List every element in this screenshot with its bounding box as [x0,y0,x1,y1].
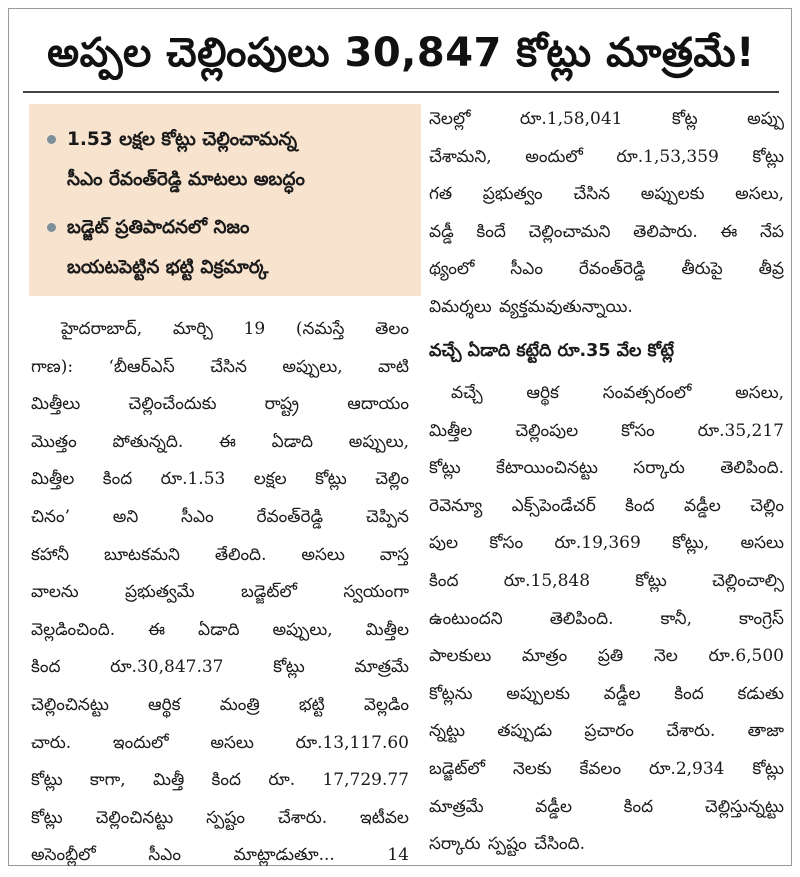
highlight-line: బడ్జెట్ ప్రతిపాదనలో నిజం [67,217,250,238]
text-line: వడ్డీ కిందే చెల్లించామని తెలిపారు. ఈ నేప [429,221,784,242]
highlight-item [47,208,411,288]
headline-rule [23,91,779,93]
text-line: మిత్తీల చెల్లింపుల కోసం రూ.35,217 [429,420,784,441]
text-line: సర్కారు స్పష్టం చేసింది. [429,834,586,855]
text-line: పుల కోసం రూ.19,369 కోట్లు, అసలు [429,533,784,554]
article-right-column-bottom [429,375,784,864]
text-line: చినం’ అని సీఎం రేవంత్‌రెడ్డి చెప్పిన [31,506,409,527]
highlight-line: సీఎం రేవంత్‌రెడ్డి మాటలు అబద్ధం [67,169,305,190]
text-line: వాలను ప్రభుత్వమే బడ్జెట్‌లో స్వయంగా [31,582,409,603]
text-line: కోట్లు చెల్లించినట్టు స్పష్టం చేశారు. ఇటీవల [31,807,409,828]
text-line: వచ్చే ఆర్థిక సంవత్సరంలో అసలు, [451,383,784,403]
text-line: అసెంబ్లీలో సీఎం మాట్లాడుతూ... 14 [31,845,409,866]
bullet-icon [47,223,56,232]
text-line: ఉంటుందని తెలిపింది. కానీ, కాంగ్రెస్ [429,608,784,629]
article-right-column-top [429,101,784,327]
newspaper-clipping [8,8,792,866]
text-line: పాలకులు మాత్రం ప్రతి నెల రూ.6,500 [429,646,784,667]
text-line: చెల్లించినట్టు ఆర్థిక మంత్రి భట్టి వెల్లడిం [31,694,409,715]
text-line: కోట్లు కేటాయించినట్టు సర్కారు తెలిపింది. [429,458,784,479]
text-line: వెల్లడించింది. ఈ ఏడాది అప్పులు, మిత్తీల [31,619,409,640]
text-line: చారు. ఇందులో అసలు రూ.13,117.60 [31,732,409,753]
highlight-line: 1.53 లక్షల కోట్లు చెల్లించామన్న [67,129,297,150]
text-line: కోట్లను అప్పులకు వడ్డీల కింద కడుతు [429,683,784,704]
text-line: రెవెన్యూ ఎక్స్‌పెండేచర్ కింద వడ్డీల చెల్లిం [429,495,784,516]
text-line: కింద రూ.30,847.37 కోట్లు మాత్రమే [31,657,409,678]
text-line: చేశామని, అందులో రూ.1,53,359 కోట్లు [429,146,784,167]
text-line: మిత్తీలు చెల్లించేందుకు రాష్ట్ర ఆదాయం [31,394,409,415]
text-line: బడ్జెట్‌లో నెలకు కేవలం రూ.2,934 కోట్లు [429,758,784,779]
text-line: కహానీ బూటకమని తేలింది. అసలు వాస్త [31,544,409,565]
text-line: మొత్తం పోతున్నది. ఈ ఏడాది అప్పులు, [31,431,409,452]
text-line: కింద రూ.15,848 కోట్లు చెల్లించాల్సి [429,570,784,591]
subheading: వచ్చే ఏడాది కట్టేది రూ.35 వేల కోట్లే [429,341,675,361]
text-line: హైదరాబాద్, మార్చి 19 (నమస్తే తెలం [61,319,409,339]
text-line: మాత్రమే వడ్డీల కింద చెల్లిస్తున్నట్టు [429,796,784,817]
text-line: మిత్తీల కింద రూ.1.53 లక్షల కోట్లు చెల్లిం [31,469,409,490]
article-left-column [31,311,409,875]
text-line: న్నట్టు తప్పుడు ప్రచారం చేశారు. తాజా [429,721,784,742]
text-line: నెలల్లో రూ.1,58,041 కోట్ల అప్పు [429,109,784,129]
highlights-box [29,104,421,296]
highlight-item [47,120,411,200]
headline: అప్పల చెల్లింపులు 30,847 కోట్లు మాత్రమే! [47,30,755,76]
bullet-icon [47,135,56,144]
text-line: విమర్శలు వ్యక్తమవుతున్నాయి. [429,296,633,317]
text-line: గాణ): ‘బీఆర్‌ఎస్ చేసిన అప్పులు, వాటి [31,356,409,377]
text-line: కోట్లు కాగా, మిత్తీ కింద రూ. 17,729.77 [31,770,409,791]
highlight-line: బయటపెట్టిన భట్టి విక్రమార్క [67,257,269,278]
text-line: గత ప్రభుత్వం చేసిన అప్పులకు అసలు, [429,184,784,205]
text-line: థ్యంలో సీఎం రేవంత్‌రెడ్డి తీరుపై తీవ్ర [429,259,784,280]
